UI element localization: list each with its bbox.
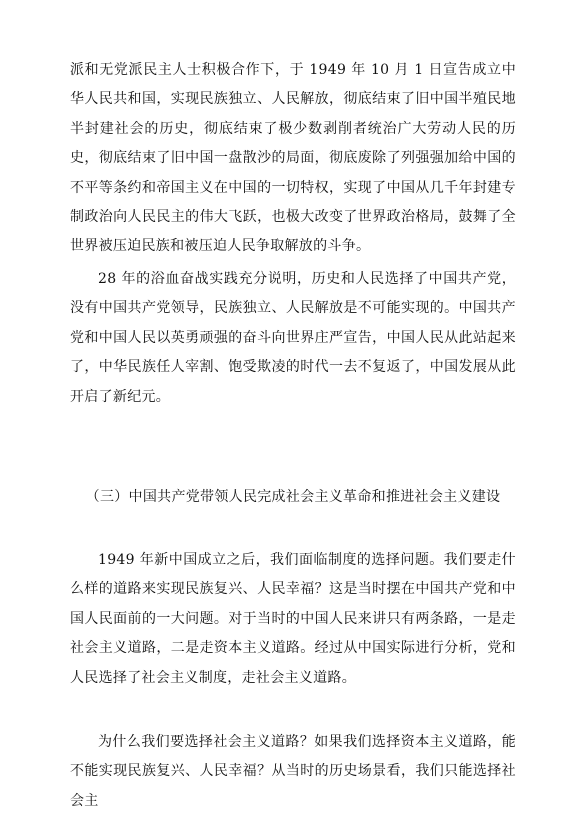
paragraph-why-socialism: 为什么我们要选择社会主义道路？如果我们选择资本主义道路，能不能实现民族复兴、人民幸福？从当时的历史场景看，我们只能选择社会主 <box>70 734 516 809</box>
paragraph-28-years: 28 年的浴血奋战实践充分说明，历史和人民选择了中国共产党，没有中国共产党领导，民族独立、人民解放是不可能实现的。中国共产党和中国人民以英勇顽强的奋斗向世界庄严宣告，中国人民从此站起来了，中华民族任人宰割、饱受欺凌的时代一去不复返了，中国发展从此开启了新纪元。 <box>70 271 516 405</box>
section-heading: （三）中国共产党带领人民完成社会主义革命和推进社会主义建设 <box>85 489 501 505</box>
paragraph-1949-choice: 1949 年新中国成立之后，我们面临制度的选择问题。我们要走什么样的道路来实现民族复兴、人民幸福？这是当时摆在中国共产党和中国人民面前的一大问题。对于当时的中国人民来讲只有两条路，一是走社会主义道路，二是走资本主义道路。经过从中国实际进行分析，党和人民选择了社会主义制度，走社会主义道路。 <box>70 552 516 686</box>
paragraph-continuation: 派和无党派民主人士积极合作下，于 1949 年 10 月 1 日宣告成立中华人民共和国，实现民族独立、人民解放，彻底结束了旧中国半殖民地半封建社会的历史，彻底结束了极少数剥削者统治广大劳动人民的历史，彻底结束了旧中国一盘散沙的局面，彻底废除了列强强加给中国的不平等条约和帝国主义在中国的一切特权，实现了中国从几千年封建专制政治向人民民主的伟大飞跃，也极大改变了世界政治格局，鼓舞了全世界被压迫民族和被压迫人民争取解放的斗争。 <box>70 62 516 255</box>
